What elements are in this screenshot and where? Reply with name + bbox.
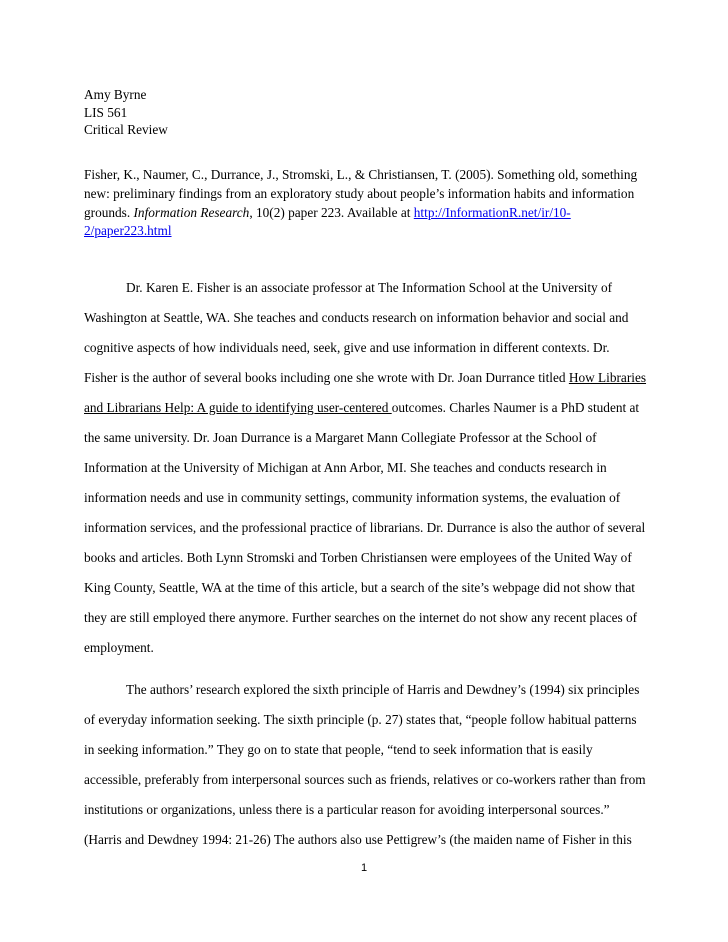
paragraph-1-line: Washington at Seattle, WA. She teaches and conducts research on information behavior and social and	[84, 310, 629, 325]
paragraph-2-line: The authors’ research explored the sixth principle of Harris and Dewdney’s (1994) six principles	[126, 682, 640, 697]
paragraph-1-line	[84, 370, 646, 386]
page-number: 1	[360, 862, 368, 874]
journal-title: Information Research	[133, 204, 250, 220]
paragraph-1-line: information services, and the professional practice of librarians. Dr. Durrance is also the author of several	[84, 520, 646, 535]
paragraph-2-line: institutions or organizations, unless there is a particular reason for avoiding interpersonal sources.”	[84, 802, 610, 817]
paragraph-1-line: Dr. Karen E. Fisher is an associate professor at The Information School at the University of	[126, 280, 613, 295]
paragraph-2-line: accessible, preferably from interpersonal sources such as friends, relatives or co-workers rather than from	[84, 772, 646, 787]
citation-block	[84, 166, 654, 241]
citation-line	[84, 204, 654, 223]
paragraph-1-line: Information at the University of Michigan at Ann Arbor, MI. She teaches and conducts research in	[84, 460, 607, 475]
course-code: LIS 561	[84, 104, 128, 120]
document-header	[84, 86, 168, 139]
paragraph-1-line: they are still employed there anymore. Further searches on the internet do not show any recent places of	[84, 610, 638, 625]
paragraph-1-line	[84, 400, 639, 416]
article-link[interactable]: http://InformationR.net/ir/10-	[413, 204, 571, 220]
paragraph-1-line: employment.	[84, 640, 154, 655]
paragraph-1-line: King County, Seattle, WA at the time of this article, but a search of the site’s webpage did not show that	[84, 580, 635, 595]
book-title-continued: and Librarians Help: A guide to identifying user-centered	[84, 400, 392, 415]
paragraph-1-line: the same university. Dr. Joan Durrance is a Margaret Mann Collegiate Professor at the School of	[84, 430, 597, 445]
citation-line	[84, 222, 654, 241]
paragraph-1-line: cognitive aspects of how individuals need, seek, give and use information in different contexts. Dr.	[84, 340, 610, 355]
body-text: Fisher is the author of several books including one she wrote with Dr. Joan Durrance titled	[84, 370, 569, 385]
citation-line: Fisher, K., Naumer, C., Durrance, J., Stromski, L., & Christiansen, T. (2005). Something old, something	[84, 167, 638, 182]
citation-text: , 10(2) paper 223. Available at	[249, 204, 414, 220]
book-title: How Libraries	[568, 370, 647, 385]
paragraph-2-line: (Harris and Dewdney 1994: 21-26) The authors also use Pettigrew’s (the maiden name of Fisher in this	[84, 832, 632, 847]
paragraph-2-line: of everyday information seeking. The sixth principle (p. 27) states that, “people follow habitual patterns	[84, 712, 637, 727]
citation-line: new: preliminary findings from an exploratory study about people’s information habits and information	[84, 185, 635, 201]
paragraph-1-line: information needs and use in community settings, community information systems, the evaluation of	[84, 490, 621, 505]
article-link-continued[interactable]: 2/paper223.html	[84, 223, 172, 239]
citation-text: grounds.	[84, 204, 134, 220]
paragraph-2-line: in seeking information.” They go on to state that people, “tend to seek information that is easily	[84, 742, 593, 757]
document-type: Critical Review	[84, 122, 168, 137]
author-name: Amy Byrne	[84, 87, 147, 102]
body-text: outcomes. Charles Naumer is a PhD student at	[391, 400, 640, 415]
paragraph-1-line: books and articles. Both Lynn Stromski and Torben Christiansen were employees of the United Way of	[84, 550, 632, 565]
